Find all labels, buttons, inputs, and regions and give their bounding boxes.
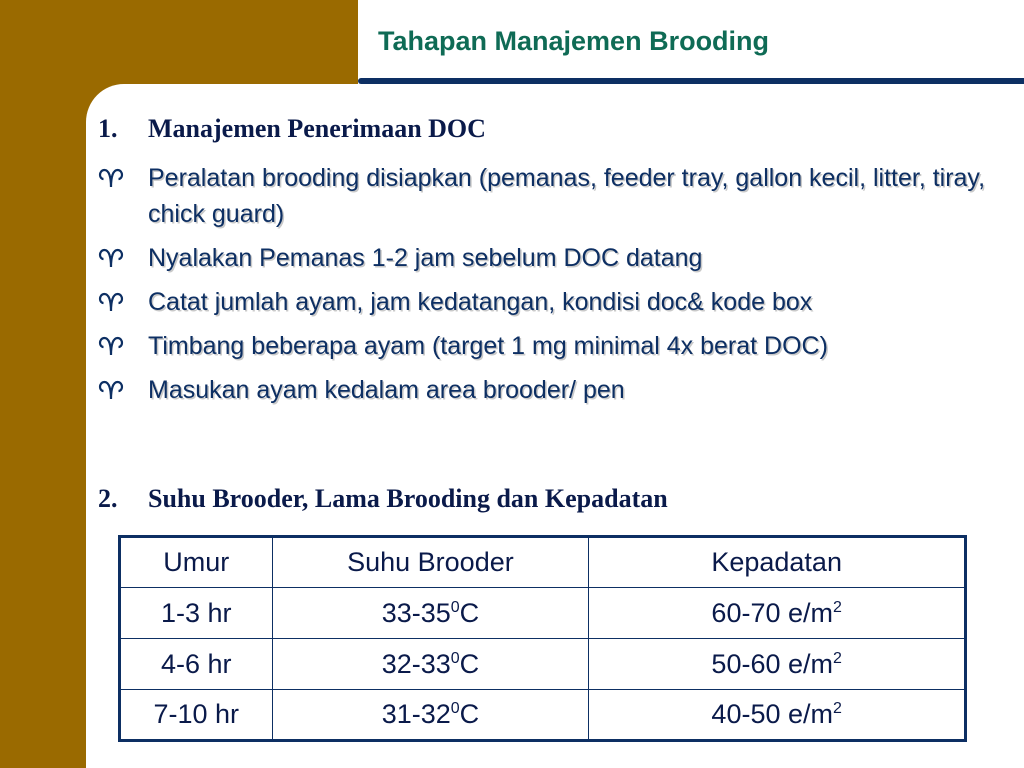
aries-symbol-icon <box>96 160 148 196</box>
list-item <box>96 328 1006 364</box>
list-item <box>96 372 1006 408</box>
cell-kepadatan: 40-50 $e/m^2$ <box>589 690 966 741</box>
cell-kepadatan: 60-70 $e/m^2$ <box>589 588 966 639</box>
section-2-number: 2. <box>98 484 118 513</box>
title-rule <box>358 78 1024 84</box>
bullet-text: Peralatan brooding disiapkan (pemanas, feeder tray, gallon kecil, litter, tiray, chick guard) <box>148 164 986 228</box>
cell-umur: 7-10 hr <box>120 690 273 741</box>
cell-suhu: $32-33^0C$ <box>272 639 589 690</box>
table-row <box>120 639 966 690</box>
list-item <box>96 160 1006 232</box>
cell-suhu: $33-35^0C$ <box>272 588 589 639</box>
section-2-heading <box>98 484 668 514</box>
cell-suhu: $31-32^0C$ <box>272 690 589 741</box>
header-suhu-brooder: Suhu Brooder <box>272 537 589 588</box>
cell-umur: 4-6 hr <box>120 639 273 690</box>
bullet-list <box>96 160 1006 416</box>
slide-title: Tahapan Manajemen Brooding <box>378 26 770 56</box>
bullet-text: Nyalakan Pemanas 1-2 jam sebelum DOC datang <box>148 244 703 272</box>
aries-symbol-icon <box>96 372 148 408</box>
aries-symbol-icon <box>96 240 148 276</box>
cell-umur: 1-3 hr <box>120 588 273 639</box>
aries-symbol-icon <box>96 284 148 320</box>
cell-kepadatan: 50-60 $e/m^2$ <box>589 639 966 690</box>
bullet-text: Timbang beberapa ayam (target 1 mg minimal 4x berat DOC) <box>148 332 828 360</box>
title-area <box>358 0 1024 84</box>
section-2-title: Suhu Brooder, Lama Brooding dan Kepadatan <box>148 484 668 513</box>
table-row <box>120 690 966 741</box>
list-item <box>96 284 1006 320</box>
table-header-row <box>120 537 966 588</box>
section-1-number: 1. <box>98 114 118 143</box>
section-1-title: Manajemen Penerimaan DOC <box>148 114 486 143</box>
bullet-text: Masukan ayam kedalam area brooder/ pen <box>148 376 625 404</box>
bullet-text: Catat jumlah ayam, jam kedatangan, kondisi doc& kode box <box>148 288 813 316</box>
aries-symbol-icon <box>96 328 148 364</box>
table-row <box>120 588 966 639</box>
brooder-table <box>118 535 967 742</box>
header-kepadatan: Kepadatan <box>589 537 966 588</box>
list-item <box>96 240 1006 276</box>
header-umur: Umur <box>120 537 273 588</box>
section-1-heading <box>98 114 486 144</box>
